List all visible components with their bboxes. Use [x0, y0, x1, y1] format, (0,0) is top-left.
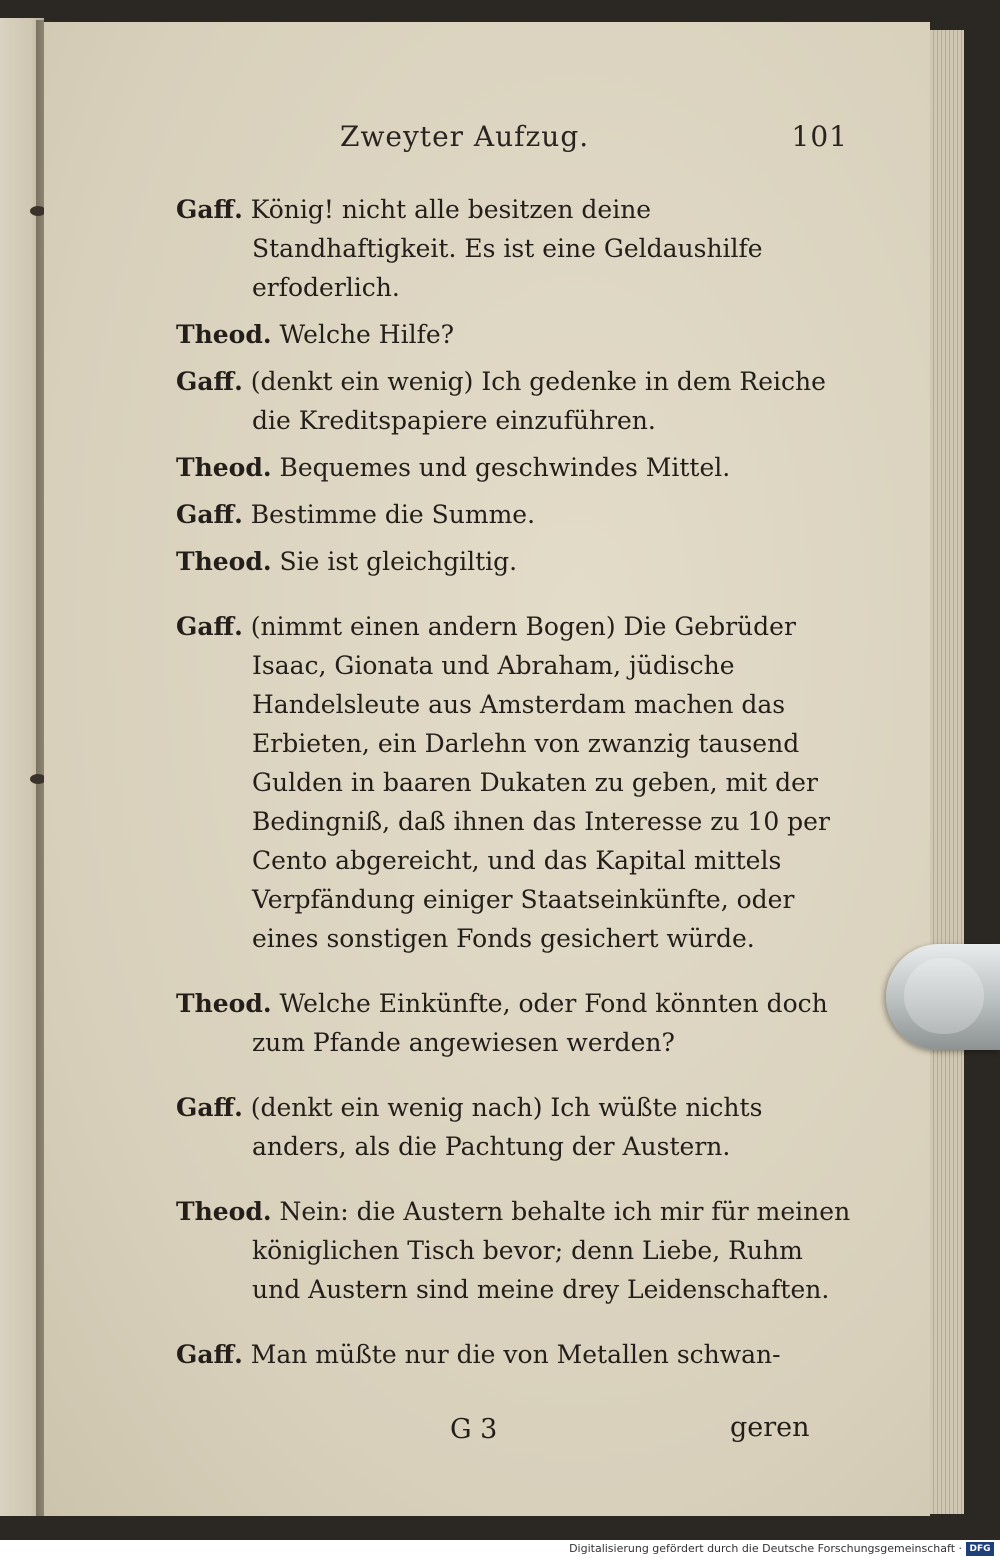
speech-line [176, 1192, 852, 1309]
speaker-name: Gaff. [176, 500, 243, 529]
dfg-logo: DFG [966, 1542, 994, 1556]
speech-line [176, 190, 852, 307]
speaker-name: Gaff. [176, 367, 243, 396]
speaker-name: Theod. [176, 1197, 272, 1226]
running-title: Zweyter Aufzug. [340, 120, 590, 153]
speech-text: Welche Einkünfte, oder Fond könnten doch zum Pfande angewiesen werden? [252, 989, 828, 1057]
speech-line [176, 362, 852, 440]
speech-text: Welche Hilfe? [279, 320, 455, 349]
speaker-name: Gaff. [176, 195, 243, 224]
speech-text: Bequemes und geschwindes Mittel. [279, 453, 731, 482]
dialogue-text [176, 190, 852, 1382]
page-number: 101 [791, 120, 848, 153]
page-clip-highlight [904, 958, 984, 1034]
speech-text: (denkt ein wenig nach) Ich wüßte nichts anders, als die Pachtung der Austern. [250, 1093, 763, 1161]
speech-line [176, 542, 852, 581]
speech-text: Sie ist gleichgiltig. [279, 547, 518, 576]
speech-text: (nimmt einen andern Bogen) Die Gebrüder Isaac, Gionata und Abraham, jüdische Handelsleute aus Amsterdam machen das Erbieten, ein Darlehn von zwanzig tausend Gulden in baaren Dukaten zu geben, mit der Bedingniß, daß ihnen das Interesse zu 10 per Cento abgereicht, und das Kapital mittels Verpfändung einiger Staatseinkünfte, oder eines sonstigen Fonds gesichert würde. [250, 612, 830, 953]
speech-text: (denkt ein wenig) Ich gedenke in dem Reiche die Kreditspapiere einzuführen. [250, 367, 826, 435]
speaker-name: Theod. [176, 453, 272, 482]
speech-line [176, 607, 852, 958]
speech-text: Man müßte nur die von Metallen schwan- [250, 1340, 781, 1369]
speaker-name: Gaff. [176, 1093, 243, 1122]
page-footer [440, 1410, 840, 1460]
speech-text: Nein: die Austern behalte ich mir für meinen königlichen Tisch bevor; denn Liebe, Ruhm und Austern sind meine drey Leidenschaften. [252, 1197, 851, 1304]
page-stack-edges [930, 30, 964, 1514]
speech-text: Bestimme die Summe. [250, 500, 536, 529]
speech-line [176, 448, 852, 487]
digitization-credit: Digitalisierung gefördert durch die Deutsche Forschungsgemeinschaft · [569, 1542, 962, 1555]
speaker-name: Gaff. [176, 612, 243, 641]
speech-text: König! nicht alle besitzen deine Standhaftigkeit. Es ist eine Geldaushilfe erfoderlich. [250, 195, 763, 302]
catchword: geren [730, 1412, 810, 1443]
speech-line [176, 495, 852, 534]
page-header [340, 114, 860, 162]
speech-line [176, 984, 852, 1062]
speech-line [176, 1335, 852, 1374]
speech-line [176, 315, 852, 354]
speaker-name: Theod. [176, 547, 272, 576]
signature-mark: G 3 [450, 1414, 498, 1445]
speaker-name: Gaff. [176, 1340, 243, 1369]
speaker-name: Theod. [176, 989, 272, 1018]
speech-line [176, 1088, 852, 1166]
speaker-name: Theod. [176, 320, 272, 349]
